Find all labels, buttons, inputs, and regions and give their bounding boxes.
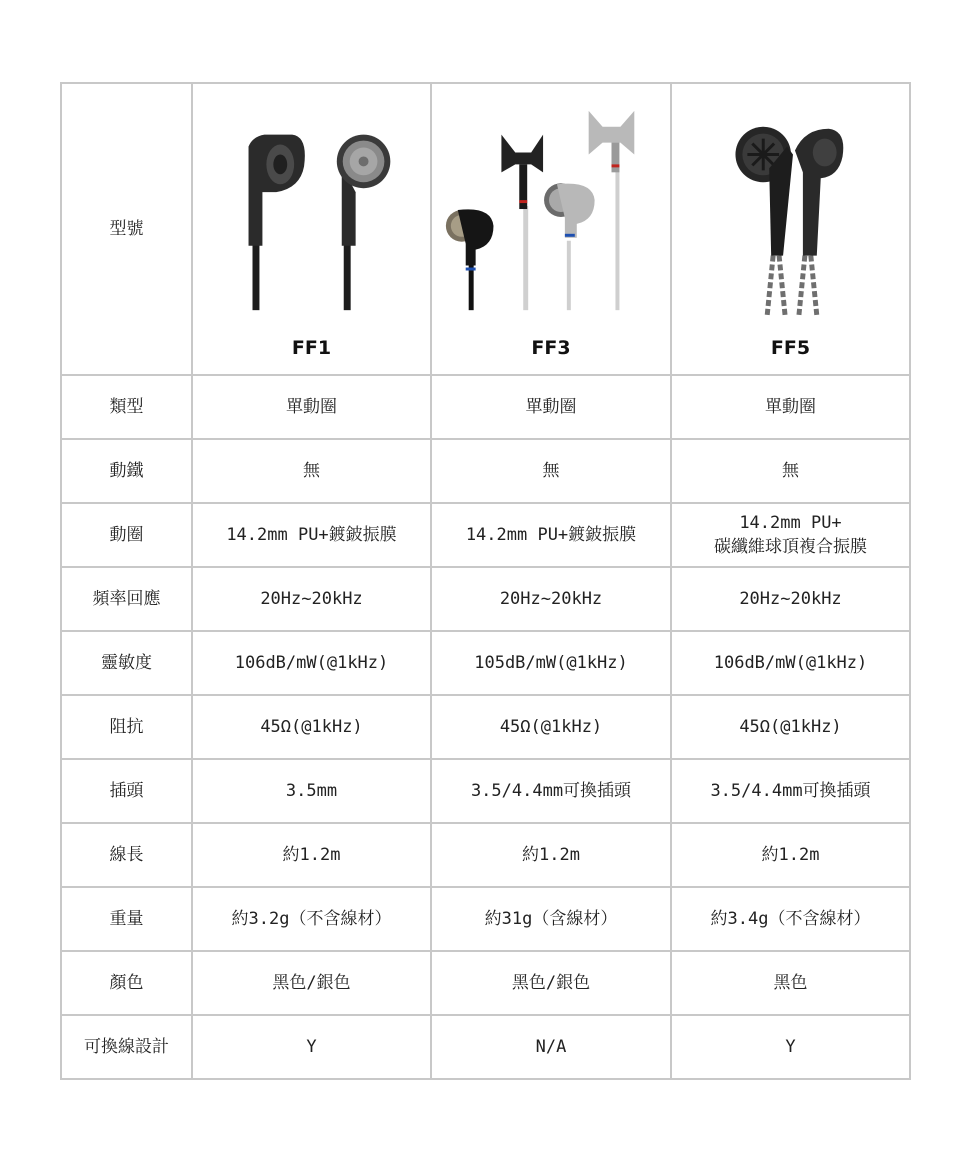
earphone-ff3-image xyxy=(432,106,670,316)
cell-ff3: 黑色/銀色 xyxy=(431,951,671,1015)
spec-row-plug xyxy=(61,759,910,823)
spec-row-frequency-response xyxy=(61,567,910,631)
cell-ff1: 14.2mm PU+鍍鈹振膜 xyxy=(192,503,431,567)
spec-row-type xyxy=(61,375,910,439)
row-label: 可換線設計 xyxy=(61,1015,192,1079)
model-name: FF3 xyxy=(531,337,571,359)
model-header-row xyxy=(61,83,910,375)
cell-ff5-line2: 碳纖維球頂複合振膜 xyxy=(714,537,867,557)
cell-ff3: 約31g（含線材） xyxy=(431,887,671,951)
row-label: 重量 xyxy=(61,887,192,951)
spec-row-weight xyxy=(61,887,910,951)
cell-ff1: 約3.2g（不含線材） xyxy=(192,887,431,951)
spec-row-dynamic-driver xyxy=(61,503,910,567)
earphone-ff1-image xyxy=(193,106,430,316)
model-cell-ff5 xyxy=(671,83,910,375)
cell-ff3: 3.5/4.4mm可換插頭 xyxy=(431,759,671,823)
spec-row-detachable-cable xyxy=(61,1015,910,1079)
cell-ff3: 無 xyxy=(431,439,671,503)
cell-ff3: 45Ω(@1kHz) xyxy=(431,695,671,759)
row-label: 線長 xyxy=(61,823,192,887)
cell-ff5: 3.5/4.4mm可換插頭 xyxy=(671,759,910,823)
model-cell-ff3 xyxy=(431,83,671,375)
cell-ff1: 單動圈 xyxy=(192,375,431,439)
model-name: FF1 xyxy=(291,337,332,359)
cell-ff1: 無 xyxy=(192,439,431,503)
earphone-ff5-image xyxy=(672,106,909,316)
spec-row-cable-length xyxy=(61,823,910,887)
cell-ff5: 約1.2m xyxy=(671,823,910,887)
spec-row-impedance xyxy=(61,695,910,759)
cell-ff3: 約1.2m xyxy=(431,823,671,887)
row-label: 型號 xyxy=(61,83,192,375)
cell-ff5 xyxy=(671,503,910,567)
cell-ff1: 3.5mm xyxy=(192,759,431,823)
model-cell-ff1 xyxy=(192,83,431,375)
cell-ff3: 14.2mm PU+鍍鈹振膜 xyxy=(431,503,671,567)
cell-ff3: N/A xyxy=(431,1015,671,1079)
spec-row-sensitivity xyxy=(61,631,910,695)
spec-row-color xyxy=(61,951,910,1015)
row-label: 頻率回應 xyxy=(61,567,192,631)
cell-ff1: 20Hz~20kHz xyxy=(192,567,431,631)
row-label: 類型 xyxy=(61,375,192,439)
cell-ff5: 約3.4g（不含線材） xyxy=(671,887,910,951)
spec-comparison-table xyxy=(60,82,911,1080)
row-label: 顏色 xyxy=(61,951,192,1015)
cell-ff3: 20Hz~20kHz xyxy=(431,567,671,631)
cell-ff1: 黑色/銀色 xyxy=(192,951,431,1015)
cell-ff1: Y xyxy=(192,1015,431,1079)
row-label: 動圈 xyxy=(61,503,192,567)
cell-ff1: 約1.2m xyxy=(192,823,431,887)
row-label: 靈敏度 xyxy=(61,631,192,695)
cell-ff1: 106dB/mW(@1kHz) xyxy=(192,631,431,695)
cell-ff5: 無 xyxy=(671,439,910,503)
row-label: 動鐵 xyxy=(61,439,192,503)
cell-ff5: 45Ω(@1kHz) xyxy=(671,695,910,759)
row-label: 插頭 xyxy=(61,759,192,823)
cell-ff1: 45Ω(@1kHz) xyxy=(192,695,431,759)
cell-ff5: Y xyxy=(671,1015,910,1079)
cell-ff3: 單動圈 xyxy=(431,375,671,439)
spec-row-balanced-armature xyxy=(61,439,910,503)
model-name: FF5 xyxy=(770,337,811,359)
cell-ff3: 105dB/mW(@1kHz) xyxy=(431,631,671,695)
cell-ff5: 單動圈 xyxy=(671,375,910,439)
cell-ff5: 106dB/mW(@1kHz) xyxy=(671,631,910,695)
cell-ff5: 黑色 xyxy=(671,951,910,1015)
cell-ff5-line1: 14.2mm PU+ xyxy=(739,513,842,533)
row-label: 阻抗 xyxy=(61,695,192,759)
cell-ff5: 20Hz~20kHz xyxy=(671,567,910,631)
